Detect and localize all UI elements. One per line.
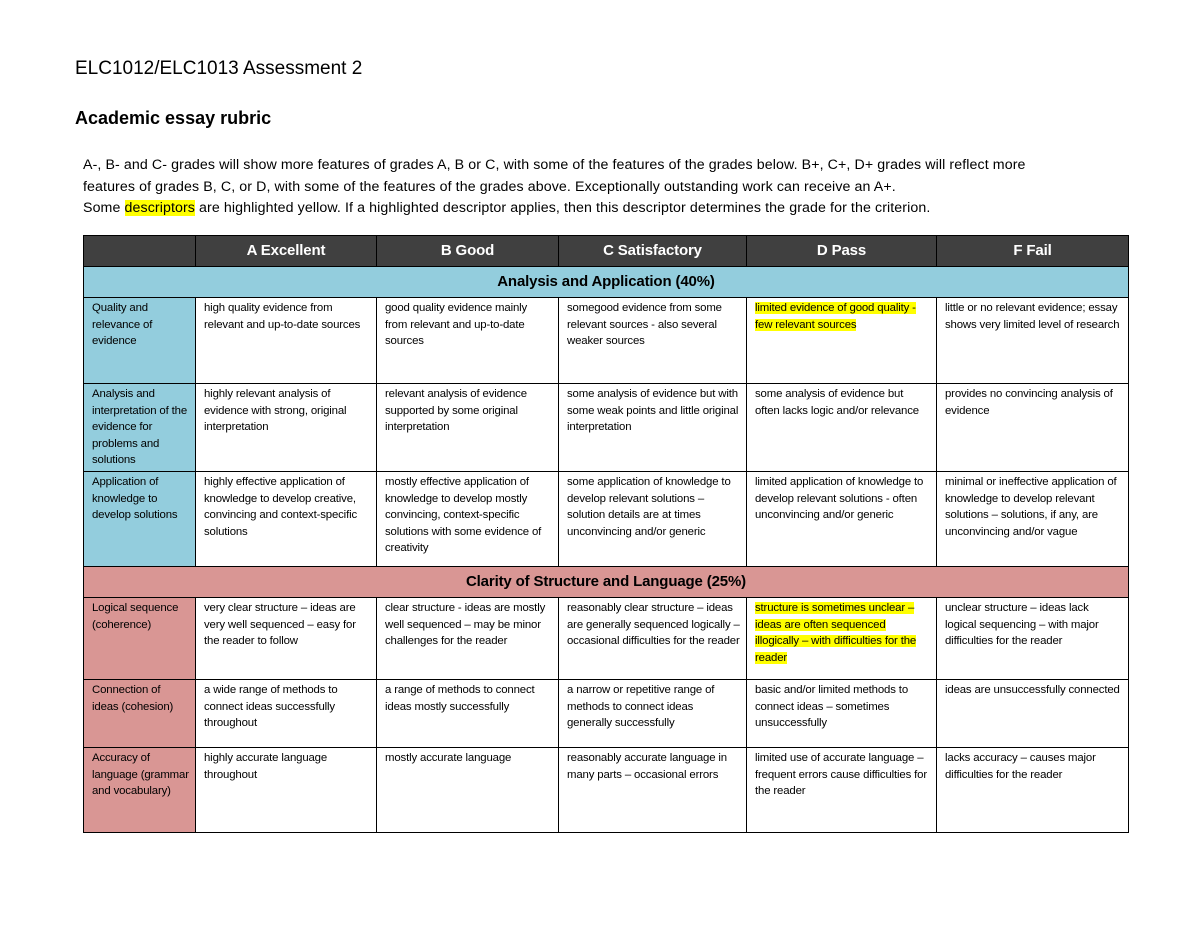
table-row — [84, 597, 1129, 679]
table-row — [84, 747, 1129, 832]
highlighted-descriptor: limited evidence of good quality - few relevant sources — [755, 302, 916, 331]
grade-b-cell: clear structure - ideas are mostly well sequenced – may be minor challenges for the reader — [377, 597, 559, 679]
grade-b-cell: good quality evidence mainly from relevant and up-to-date sources — [377, 298, 559, 384]
intro-line-3 — [83, 198, 1143, 220]
grade-d-cell: limited application of knowledge to develop relevant solutions - often unconvincing and/or generic — [747, 471, 937, 566]
intro-line-1: A-, B- and C- grades will show more features of grades A, B or C, with some of the features of the grades below. B+, C+, D+ grades will reflect more — [83, 157, 1026, 173]
criterion-cell: Analysis and interpretation of the evidence for problems and solutions — [84, 384, 196, 472]
section-row-clarity — [84, 566, 1129, 597]
grade-a-cell: very clear structure – ideas are very well sequenced – easy for the reader to follow — [196, 597, 377, 679]
highlighted-word: descriptors — [124, 200, 196, 216]
highlighted-descriptor: structure is sometimes unclear – ideas are often sequenced illogically – with difficulties for the reader — [755, 601, 917, 664]
header-grade-f: F Fail — [937, 236, 1129, 267]
section-row-analysis — [84, 267, 1129, 298]
grade-b-cell: mostly effective application of knowledge to develop mostly convincing, context-specific solutions with some evidence of creativity — [377, 471, 559, 566]
criterion-cell: Quality and relevance of evidence — [84, 298, 196, 384]
criterion-cell: Application of knowledge to develop solutions — [84, 471, 196, 566]
grade-d-cell: limited use of accurate language – frequent errors cause difficulties for the reader — [747, 747, 937, 832]
header-grade-a: A Excellent — [196, 236, 377, 267]
table-row — [84, 471, 1129, 566]
grade-f-cell: minimal or ineffective application of knowledge to develop relevant solutions – solutions, if any, are unconvincing and/or vague — [937, 471, 1129, 566]
table-row — [84, 298, 1129, 384]
grade-d-cell: some analysis of evidence but often lacks logic and/or relevance — [747, 384, 937, 472]
section-title-clarity: Clarity of Structure and Language (25%) — [84, 566, 1129, 597]
grade-b-cell: a range of methods to connect ideas mostly successfully — [377, 679, 559, 747]
header-grade-d: D Pass — [747, 236, 937, 267]
intro-line-3-pre: Some — [83, 200, 125, 216]
grade-c-cell: a narrow or repetitive range of methods to connect ideas generally successfully — [559, 679, 747, 747]
section-title-analysis: Analysis and Application (40%) — [84, 267, 1129, 298]
intro-line-2: features of grades B, C, or D, with some of the features of the grades above. Exceptionally outstanding work can receive an A+. — [83, 178, 896, 195]
criterion-cell: Accuracy of language (grammar and vocabulary) — [84, 747, 196, 832]
table-row — [84, 384, 1129, 472]
grade-c-cell: some analysis of evidence but with some weak points and little original interpretation — [559, 384, 747, 472]
grade-c-cell: reasonably accurate language in many parts – occasional errors — [559, 747, 747, 832]
grade-c-cell: some application of knowledge to develop relevant solutions – solution details are at times unconvincing and/or generic — [559, 471, 747, 566]
table-row — [84, 679, 1129, 747]
grade-a-cell: high quality evidence from relevant and up-to-date sources — [196, 298, 377, 384]
grade-b-cell: relevant analysis of evidence supported by some original interpretation — [377, 384, 559, 472]
grade-a-cell: a wide range of methods to connect ideas successfully throughout — [196, 679, 377, 747]
criterion-cell: Logical sequence (coherence) — [84, 597, 196, 679]
header-grade-c: C Satisfactory — [559, 236, 747, 267]
intro-line-3-post: are highlighted yellow. If a highlighted descriptor applies, then this descriptor determines the grade for the criterion. — [195, 200, 931, 216]
intro-text — [83, 155, 1143, 220]
document-title: ELC1012/ELC1013 Assessment 2 — [75, 58, 363, 79]
criterion-cell: Connection of ideas (cohesion) — [84, 679, 196, 747]
grade-f-cell: unclear structure – ideas lack logical sequencing – with major difficulties for the reader — [937, 597, 1129, 679]
header-criterion — [84, 236, 196, 267]
grade-a-cell: highly accurate language throughout — [196, 747, 377, 832]
table-header-row — [84, 236, 1129, 267]
header-grade-b: B Good — [377, 236, 559, 267]
grade-d-cell — [747, 298, 937, 384]
grade-c-cell: somegood evidence from some relevant sources - also several weaker sources — [559, 298, 747, 384]
grade-f-cell: provides no convincing analysis of evidence — [937, 384, 1129, 472]
grade-a-cell: highly effective application of knowledge to develop creative, convincing and context-specific solutions — [196, 471, 377, 566]
grade-f-cell: ideas are unsuccessfully connected — [937, 679, 1129, 747]
grade-f-cell: lacks accuracy – causes major difficulties for the reader — [937, 747, 1129, 832]
grade-a-cell: highly relevant analysis of evidence with strong, original interpretation — [196, 384, 377, 472]
grade-f-cell: little or no relevant evidence; essay shows very limited level of research — [937, 298, 1129, 384]
document-subtitle: Academic essay rubric — [75, 108, 272, 128]
grade-b-cell: mostly accurate language — [377, 747, 559, 832]
rubric-table — [83, 235, 1129, 833]
grade-d-cell — [747, 597, 937, 679]
grade-d-cell: basic and/or limited methods to connect ideas – sometimes unsuccessfully — [747, 679, 937, 747]
grade-c-cell: reasonably clear structure – ideas are generally sequenced logically – occasional difficulties for the reader — [559, 597, 747, 679]
